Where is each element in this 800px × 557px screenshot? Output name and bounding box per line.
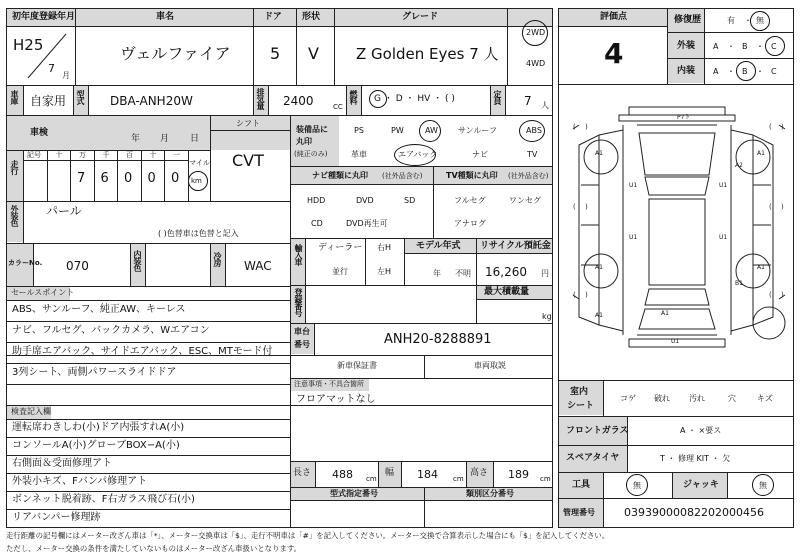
sales-point-line: 3列シート、両側パワースライドドア: [12, 367, 177, 378]
svg-text:): ): [585, 123, 588, 131]
damage-label: A1: [757, 150, 765, 157]
capacity-label: 定員: [493, 90, 502, 104]
inspector-notes-label: 検査記入欄: [11, 407, 51, 416]
mileage-digit: 0: [124, 171, 133, 186]
manual-label: 車両取説: [474, 361, 506, 370]
mileage-header: 一: [173, 151, 180, 159]
capacity-value: 7: [524, 94, 532, 108]
mileage-cell-divider: [164, 150, 165, 201]
damage-label: B1: [735, 280, 743, 287]
cc-unit: CC: [333, 103, 343, 111]
svg-text:): ): [781, 123, 784, 131]
car-damage-diagram: [559, 85, 793, 375]
interior-b: B: [742, 67, 748, 76]
chassis-value: ANH20-8288891: [384, 332, 492, 347]
damage-label: U1: [671, 338, 680, 345]
glass-label: フロントガラス: [566, 426, 629, 436]
interior-c: C: [771, 67, 777, 76]
car-name-label: 車名: [156, 12, 175, 22]
sales-point-line: ABS、サンルーフ、純正AW、キーレス: [12, 304, 186, 315]
spare-tire-label: スペアタイヤ: [566, 453, 620, 463]
model-label: 型式: [76, 90, 85, 104]
mileage-header: 百: [126, 151, 133, 159]
tv-label: TV種類に丸印: [446, 171, 498, 180]
damage-label: P7ト: [677, 114, 691, 121]
interior-label: 内装: [677, 66, 696, 76]
person-unit: 人: [541, 101, 549, 110]
svg-text:(: (: [573, 203, 576, 211]
interior-seat-label-2: シート: [567, 401, 595, 411]
grade-value: Z Golden Eyes 7 人: [356, 45, 499, 63]
footnote-line-1: 走行距離の記号欄にはメーター改ざん車は「*」、メーター交換車は「$」、走行不明車は「#」を記入してください。メーター交換で合算表示した場合にも「$」を記入してください。: [6, 531, 610, 540]
fuel-options: G ・ D ・ HV ・ ( ): [374, 94, 455, 104]
model-year-label: モデル年式: [416, 241, 461, 251]
repair-yes: 有: [727, 16, 735, 25]
mileage-header: 千: [102, 151, 110, 159]
shift-value: CVT: [232, 151, 264, 170]
damage-label: U1: [629, 182, 638, 189]
inspector-note-line: 右側面＆受面修理アト: [12, 458, 112, 469]
km-label: km: [191, 177, 202, 185]
svg-text:(: (: [573, 291, 576, 299]
exterior-label: 外装: [677, 41, 696, 51]
equipment-item: PS: [354, 126, 364, 135]
mile-label: マイル: [189, 159, 210, 167]
sales-points-label: セールスポイント: [11, 288, 75, 297]
sales-line-rule: [6, 342, 290, 343]
caution-text: フロアマットなし: [296, 394, 376, 405]
model-value: DBA-ANH20W: [110, 94, 193, 108]
svg-text:(: (: [573, 123, 576, 131]
equipment-item: 革車: [351, 150, 367, 159]
color-no-value: 070: [66, 259, 89, 273]
inspector-note-line: 外装小キズ、Fバンパ修理アト: [12, 476, 148, 487]
registration-label: 初年度登録年月: [12, 12, 76, 22]
exterior-sep-1: ・: [727, 42, 735, 51]
repair-sep: ・: [744, 16, 752, 25]
registration-month: 7: [48, 62, 55, 75]
shape-label: 形状: [302, 12, 321, 22]
length-value: 488: [332, 468, 353, 481]
management-label: 管理番号: [563, 508, 595, 517]
yen-unit: 円: [541, 269, 549, 278]
color-value: パール: [46, 204, 82, 218]
equipment-item: ナビ: [472, 150, 488, 159]
color-note: ( )色替車は色替と記入: [158, 229, 239, 238]
equipment-label-2: 丸印: [296, 137, 312, 146]
svg-text:(: (: [769, 123, 772, 131]
tools-label: 工具: [572, 480, 591, 490]
equipment-label-1: 装備品に: [296, 125, 328, 134]
right-hand-label: 右H: [377, 243, 392, 252]
tv-option: アナログ: [454, 219, 486, 228]
height-value: 189: [508, 468, 529, 481]
parallel-label: 並行: [332, 267, 348, 276]
svg-text:): ): [585, 291, 588, 299]
note-line-rule: [6, 473, 290, 474]
navi-label: ナビ種類に丸印: [312, 171, 368, 180]
tv-note: (社外品含む): [508, 172, 549, 180]
drive-4wd: 4WD: [526, 59, 546, 68]
note-line-rule: [6, 509, 290, 510]
equipment-item: エアバック: [398, 150, 438, 159]
spare-tire-value: T ・ 修理 KIT ・ 欠: [660, 454, 731, 463]
svg-text:): ): [781, 203, 784, 211]
damage-label: A1: [595, 150, 603, 157]
max-load-label: 最大積載量: [484, 287, 530, 297]
exterior-b: B: [742, 42, 748, 51]
door-label: ドア: [264, 12, 282, 22]
seat-option: 破れ: [654, 394, 670, 403]
fuel-label: 燃料: [349, 90, 358, 104]
inspector-note-line: ボンネット脱着跡、F右ガラス飛び石(小): [12, 494, 195, 505]
management-value: 0393900008220200045​6: [624, 506, 764, 519]
equipment-item: TV: [527, 150, 538, 159]
navi-option: DVD再生可: [346, 219, 388, 228]
damage-label: U1: [719, 182, 728, 189]
mileage-cell-divider: [70, 150, 71, 201]
exterior-a: A: [713, 42, 719, 51]
damage-label: A2: [735, 162, 743, 169]
jack-value: 無: [759, 481, 767, 490]
seat-option: 汚れ: [689, 394, 705, 403]
length-unit: cm: [366, 475, 377, 483]
seat-option: コゲ: [620, 394, 636, 403]
model-year-unknown: 不明: [455, 269, 471, 278]
month-unit: 月: [62, 71, 70, 80]
shaken-month-unit: 月: [160, 134, 170, 144]
exterior-sep-2: ・: [756, 42, 764, 51]
tv-option: ワンセグ: [509, 196, 541, 205]
mileage-header: 万: [79, 151, 86, 159]
note-line-rule: [6, 437, 290, 438]
tools-value: 無: [633, 481, 641, 490]
ac-value: WAC: [244, 259, 272, 273]
seat-option: 穴: [728, 394, 736, 403]
width-unit: cm: [453, 475, 464, 483]
svg-text:(: (: [769, 203, 772, 211]
inspector-note-line: コンソールA(小)グローブBOX−A(小): [12, 440, 180, 451]
navi-note: (社外品含む): [382, 172, 423, 180]
seat-option: キズ: [757, 394, 773, 403]
equipment-item: AW: [425, 126, 438, 135]
damage-label: A1: [595, 264, 603, 271]
height-label: 高さ: [470, 468, 489, 478]
ac-label: 冷房: [213, 252, 222, 266]
car-name: ヴェルファイア: [120, 44, 231, 63]
mileage-cell-divider: [188, 150, 189, 201]
mileage-digit: 0: [171, 171, 180, 186]
import-label: 輸入車: [294, 244, 303, 265]
equipment-label-3: (純正のみ): [294, 150, 328, 158]
score-label: 評価点: [600, 12, 628, 22]
sales-line-rule: [6, 321, 290, 322]
kg-unit: kg: [542, 312, 552, 321]
displacement-value: 2400: [283, 94, 314, 108]
note-line-rule: [6, 455, 290, 456]
equipment-item: サンルーフ: [458, 126, 497, 135]
glass-value: A ・ ×要ス: [680, 426, 722, 435]
shaken-label: 車検: [30, 128, 49, 138]
recycle-label: リサイクル預託金: [480, 241, 551, 251]
interior-color-label: 内装色: [133, 250, 142, 271]
interior-a: A: [713, 67, 719, 76]
equipment-item: ABS: [526, 126, 542, 135]
width-value: 184: [417, 468, 438, 481]
damage-label: U1: [629, 234, 638, 241]
mileage-digit: 0: [147, 171, 156, 186]
damage-label: A1: [757, 264, 765, 271]
jack-label: ジャッキ: [683, 480, 719, 490]
footnote-line-2: ただし、メーター交換の条件を満たしていないものはメーター改ざん車扱いとなります。: [6, 544, 302, 553]
damage-label: A1: [595, 312, 603, 319]
mileage-digit: 6: [100, 171, 109, 186]
svg-text:(: (: [769, 291, 772, 299]
length-label: 長さ: [293, 468, 312, 478]
caution-label: 注意事項・不具合箇所: [294, 380, 364, 388]
chassis-label-1: 車台: [294, 327, 310, 336]
mileage-cell-divider: [117, 150, 118, 201]
mileage-label: 走行: [10, 160, 19, 174]
category-label: 類別区分番号: [466, 489, 514, 498]
color-label: 外装色: [10, 205, 19, 226]
width-label: 幅: [385, 468, 395, 478]
score-value: 4: [604, 37, 624, 70]
mileage-cell-divider: [23, 150, 24, 201]
shape-value: V: [308, 44, 319, 63]
damage-label: A1: [661, 310, 669, 317]
sales-point-line: 助手席エアバック、サイドエアバック、ESC、MTモード付: [12, 346, 273, 357]
interior-sep-1: ・: [727, 67, 735, 76]
inspector-note-line: リアバンパー修理跡: [12, 512, 101, 523]
mileage-header: 十: [55, 151, 63, 159]
type-designation-label: 型式指定番号: [330, 489, 378, 498]
navi-option: HDD: [307, 196, 326, 205]
color-no-label: カラーNo.: [8, 259, 43, 267]
registration-year: H25: [13, 36, 44, 54]
grade-label: グレード: [402, 12, 439, 22]
sales-point-line: ナビ、フルセグ、バックカメラ、Wエアコン: [12, 325, 210, 336]
mileage-cell-divider: [141, 150, 142, 201]
guarantee-label: 新車保証書: [337, 361, 377, 370]
repair-none: 無: [756, 16, 764, 25]
recycle-value: 16,260: [485, 265, 527, 279]
repair-history-label: 修復歴: [674, 15, 702, 25]
exterior-c: C: [771, 42, 777, 51]
svg-text:): ): [585, 203, 588, 211]
navi-option: DVD: [356, 196, 374, 205]
damage-label: U1: [719, 234, 728, 241]
mileage-cell-divider: [47, 150, 48, 201]
sales-line-rule: [6, 384, 290, 385]
chassis-label-2: 番号: [294, 340, 310, 349]
height-unit: cm: [540, 475, 551, 483]
navi-option: CD: [311, 219, 323, 228]
mileage-digit: 7: [77, 171, 86, 186]
mileage-header: 記号: [27, 151, 41, 159]
model-year-unit: 年: [433, 269, 441, 278]
mileage-header: 十: [149, 151, 157, 159]
shaken-year-unit: 年: [131, 134, 141, 144]
inspector-note-line: 運転席わきしわ(小)ドア内張すれA(小): [12, 422, 185, 433]
usage-label: 車庫: [10, 90, 19, 104]
left-hand-label: 左H: [377, 267, 392, 276]
tv-option: フルセグ: [454, 196, 486, 205]
shaken-day-unit: 日: [190, 134, 200, 144]
note-line-rule: [6, 491, 290, 492]
sales-line-rule: [6, 363, 290, 364]
equipment-item: PW: [391, 126, 404, 135]
svg-text:): ): [781, 291, 784, 299]
shift-label: シフト: [236, 119, 260, 128]
interior-sep-2: ・: [756, 67, 764, 76]
reg-no-label: 登録番号: [294, 288, 303, 316]
doors-value: 5: [270, 44, 281, 63]
displacement-label: 排気量: [256, 88, 265, 109]
mileage-cell-divider: [94, 150, 95, 201]
navi-option: SD: [404, 196, 416, 205]
drive-2wd: 2WD: [526, 28, 546, 37]
dealer-label: ディーラー: [318, 243, 363, 253]
interior-seat-label-1: 室内: [570, 387, 589, 397]
usage-value: 自家用: [30, 94, 67, 108]
